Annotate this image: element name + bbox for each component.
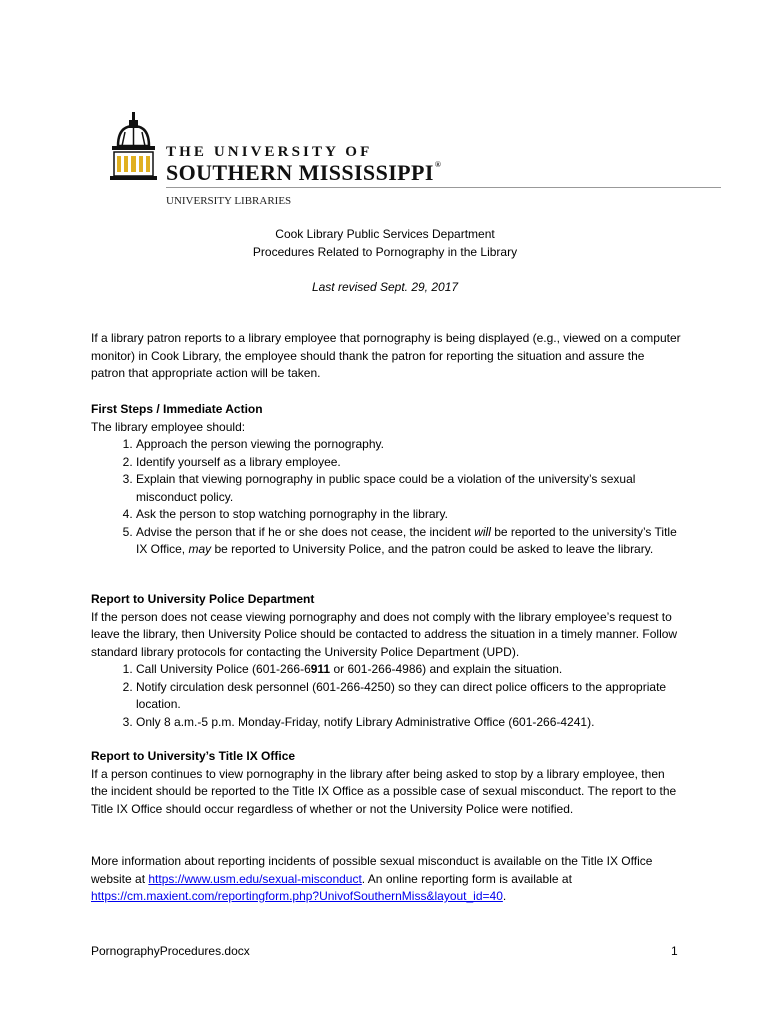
university-name-line2 [166,160,441,186]
title-ix-section [91,748,681,818]
list-item [136,661,681,679]
list-item: 4. Ask the person to stop watching pornography in the library. [136,506,681,524]
footer-page-number: 1 [671,944,678,958]
university-name-text: SOUTHERN MISSISSIPPI [166,160,434,185]
first-steps-list [91,436,681,559]
intro-paragraph: If a library patron reports to a library employee that pornography is being displayed (e.g., viewed on a computer monitor) in Cook Library, the employee should thank the patron for reporting the situation and assure the patron that appropriate action will be taken. [91,331,681,380]
police-heading: Report to University Police Department [91,592,315,606]
list-item: 2. Notify circulation desk personnel (601-266-4250) so they can direct police officers to the appropriate location. [136,679,681,714]
first-steps-lead: The library employee should: [91,419,246,434]
list-item: 3. Explain that viewing pornography in public space could be a violation of the university’s sexual misconduct policy. [136,471,681,506]
list-item: 2. Identify yourself as a library employee. [136,454,681,472]
list-item: 1. Approach the person viewing the pornography. [136,436,681,454]
list-item-text: Call University Police (601-266-6 [136,662,311,676]
title-ix-paragraph: If a person continues to view pornography in the library after being asked to stop by a library employee, then the incident should be reported to the Title IX Office as a possible case of sexual misconduct. The report to the Title IX Office should occur regardless of whether or not the University Police were notified. [91,766,677,816]
first-steps-section [91,401,681,559]
header-divider [166,187,721,188]
police-list [91,661,681,731]
emphasis-911: 911 [310,662,331,676]
document-title-line2: Procedures Related to Pornography in the Library [252,245,518,259]
more-info-text: . An online reporting form is available at [361,871,572,886]
list-item-text: be reported to the university’s Title IX Office, [136,524,677,556]
police-section [91,591,681,731]
list-item-text: be reported to University Police, and the patron could be asked to leave the library. [211,542,654,556]
reporting-form-link[interactable]: https://cm.maxient.com/reportingform.php?UnivofSouthernMiss&layout_id=40 [91,889,503,903]
footer-filename: PornographyProcedures.docx [91,944,250,958]
more-info-text: . [502,889,507,903]
list-item: 3. Only 8 a.m.-5 p.m. Monday-Friday, notify Library Administrative Office (601-266-4241). [136,714,681,732]
title-ix-heading: Report to University’s Title IX Office [91,749,296,763]
police-paragraph: If the person does not cease viewing pornography and does not comply with the library employee’s request to leave the library, then University Police should be contacted to address the situation in a timely manner. Follow standard library protocols for contacting the University Police Department (UPD). [91,609,678,659]
more-info-text: More information about reporting incidents of possible sexual misconduct is available on the Title IX Office website at [91,854,653,886]
more-info-paragraph [91,853,681,906]
department-label: UNIVERSITY LIBRARIES [166,195,292,207]
list-item [136,524,681,559]
emphasis-may: may [188,542,212,556]
title-ix-website-link[interactable]: https://www.usm.edu/sexual-misconduct [148,871,362,886]
emphasis-will: will [474,524,491,539]
registered-mark: ® [434,160,442,169]
university-dome-logo-icon [108,112,160,184]
university-name-line1: THE UNIVERSITY OF [166,144,373,160]
first-steps-heading: First Steps / Immediate Action [91,402,263,416]
list-item-text: or 601-266-4986) and explain the situation. [330,662,563,676]
list-item-text: Advise the person that if he or she does not cease, the incident [136,524,475,539]
document-title-line1: Cook Library Public Services Department [275,227,495,241]
revision-date: Last revised Sept. 29, 2017 [311,280,459,294]
